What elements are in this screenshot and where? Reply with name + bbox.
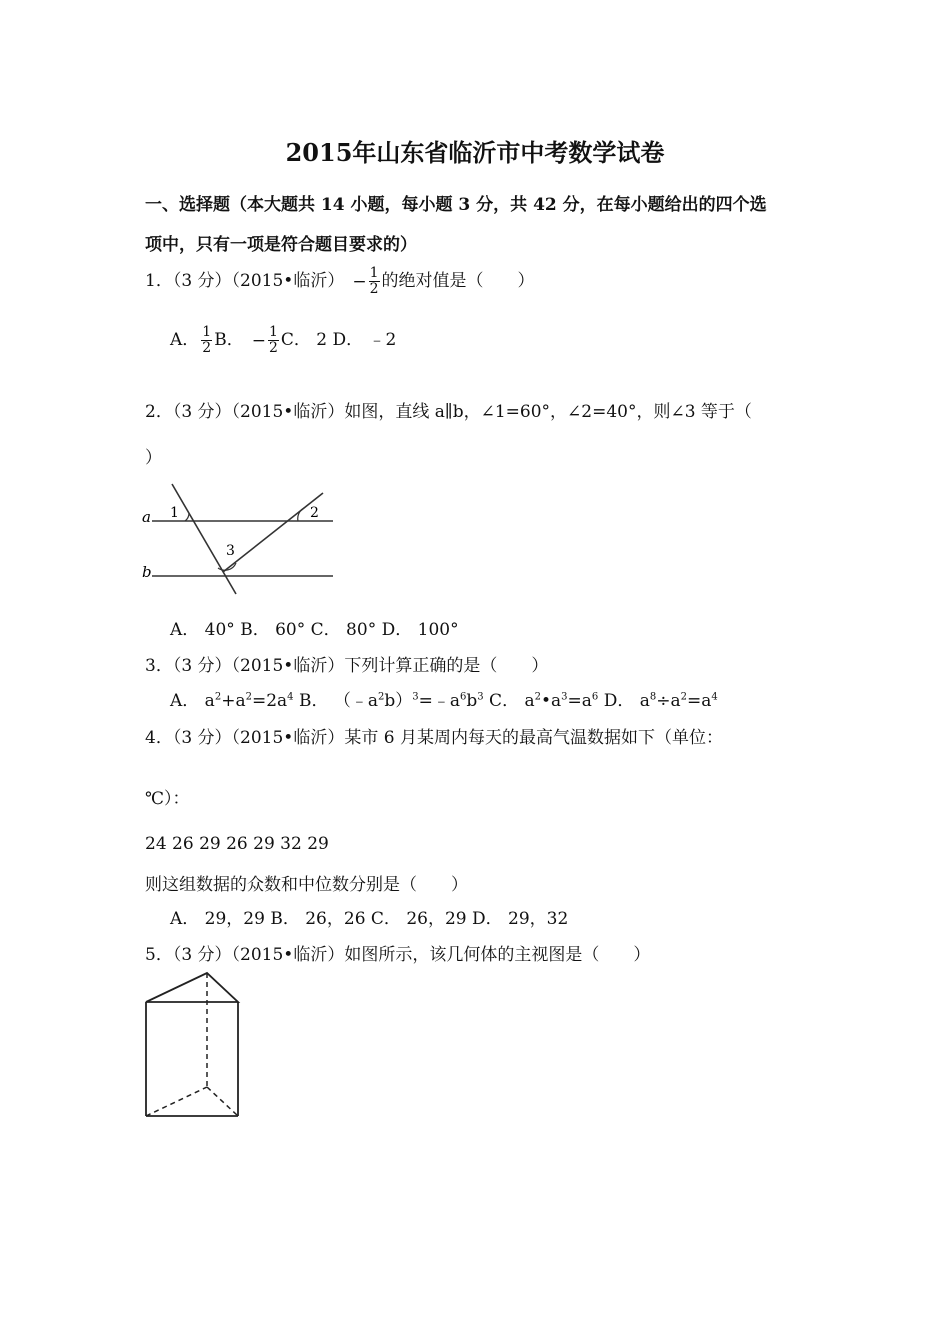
q3-opt-a-eq: =2a bbox=[251, 691, 288, 711]
q3-opt-c: C． a bbox=[483, 691, 535, 711]
q1-prefix: 1．（3 分）（2015•临沂） bbox=[145, 271, 345, 291]
q4-options: A． 29，29 B． 26，26 C． 26，29 D． 29，32 bbox=[170, 909, 569, 929]
fig-label-1: 1 bbox=[170, 505, 179, 521]
q3-opt-a-exp3: 4 bbox=[287, 691, 294, 703]
q1-opt-b-den: 2 bbox=[268, 340, 278, 356]
fig-label-3: 3 bbox=[226, 543, 235, 559]
q3-opt-b-eq: =﹣a bbox=[418, 691, 461, 711]
page-title: 2015年山东省临沂市中考数学试卷 bbox=[285, 138, 665, 167]
q1-option-b-minus: − bbox=[251, 330, 266, 351]
q3-opt-b-mid: b） bbox=[384, 691, 413, 711]
angle-1-arc bbox=[185, 513, 189, 521]
section-heading-line1: 一、选择题（本大题共 14 小题，每小题 3 分，共 42 分，在每小题给出的四个选 bbox=[145, 195, 767, 215]
q1-frac-den: 2 bbox=[369, 281, 379, 297]
q4-temperature-data: 24 26 29 26 29 32 29 bbox=[145, 834, 329, 854]
question-4-line2: ℃）： bbox=[145, 789, 190, 809]
fig-label-b: b bbox=[142, 563, 152, 581]
question-1 bbox=[145, 266, 535, 297]
question-2-line2: ） bbox=[145, 448, 162, 468]
prism-hidden-left-base-edge bbox=[146, 1087, 207, 1116]
q1-suffix: 的绝对值是（ ） bbox=[381, 271, 535, 291]
q2-options: A． 40° B． 60° C． 80° D． 100° bbox=[170, 620, 459, 640]
q3-opt-b-exp2: 3 bbox=[412, 691, 419, 703]
q1-options-rest: C． 2 D． ﹣2 bbox=[280, 330, 397, 350]
q1-minus: − bbox=[352, 271, 367, 292]
question-2-line1: 2．（3 分）（2015•临沂）如图，直线 a∥b，∠1=60°，∠2=40°，则∠3 等于（ bbox=[145, 402, 752, 422]
question-4-line1: 4．（3 分）（2015•临沂）某市 6 月某周内每天的最高气温数据如下（单位： bbox=[145, 728, 723, 748]
q3-opt-c-exp1: 2 bbox=[534, 691, 541, 703]
q1-opt-a-num: 1 bbox=[202, 324, 212, 340]
parallel-lines-figure bbox=[140, 480, 340, 600]
q3-opt-d-exp1: 8 bbox=[649, 691, 657, 703]
q3-opt-c-exp3: 6 bbox=[591, 691, 599, 703]
q3-opt-d-exp3: 4 bbox=[711, 691, 718, 703]
q3-opt-b-exp1: 2 bbox=[377, 691, 385, 703]
q3-opt-b-exp3: 6 bbox=[460, 691, 467, 703]
q3-opt-c-mid: •a bbox=[540, 691, 562, 711]
transversal-2 bbox=[223, 493, 323, 572]
prism-hidden-right-base-edge bbox=[207, 1087, 238, 1116]
q3-opt-a-mid: +a bbox=[221, 691, 246, 711]
q1-opt-b-num: 1 bbox=[268, 324, 278, 340]
q1-option-a-fraction bbox=[201, 325, 212, 356]
question-4-line3: 则这组数据的众数和中位数分别是（ ） bbox=[145, 875, 468, 895]
fig-label-2: 2 bbox=[310, 505, 319, 521]
q3-opt-b-b: b bbox=[466, 691, 478, 711]
transversal-1 bbox=[172, 484, 236, 594]
triangular-prism-figure bbox=[140, 968, 245, 1123]
angle-2-arc bbox=[298, 508, 304, 521]
q3-opt-d-mid: ÷a bbox=[656, 691, 681, 711]
q1-option-b-label: B． bbox=[214, 330, 244, 350]
q1-frac-num: 1 bbox=[369, 265, 379, 281]
section-heading-line2: 项中，只有一项是符合题目要求的） bbox=[145, 235, 417, 255]
q1-options bbox=[170, 325, 396, 356]
q3-opt-a-exp2: 2 bbox=[245, 691, 252, 703]
q3-opt-d: D． a bbox=[598, 691, 650, 711]
q3-opt-d-exp2: 2 bbox=[680, 691, 688, 703]
q3-opt-c-eq: =a bbox=[567, 691, 592, 711]
fig-label-a: a bbox=[142, 508, 151, 526]
q3-opt-c-exp2: 3 bbox=[561, 691, 568, 703]
q3-opt-a-exp1: 2 bbox=[214, 691, 222, 703]
question-3: 3．（3 分）（2015•临沂）下列计算正确的是（ ） bbox=[145, 656, 549, 676]
q1-fraction bbox=[369, 266, 380, 297]
question-5: 5．（3 分）（2015•临沂）如图所示，该几何体的主视图是（ ） bbox=[145, 945, 651, 965]
q1-option-b-fraction bbox=[268, 325, 279, 356]
q1-opt-a-den: 2 bbox=[202, 340, 212, 356]
q3-opt-d-eq: =a bbox=[687, 691, 712, 711]
q3-opt-b-exp4: 3 bbox=[477, 691, 484, 703]
prism-top-face bbox=[146, 973, 238, 1002]
q1-option-a-label: A． bbox=[170, 330, 200, 350]
q3-options bbox=[170, 686, 718, 711]
q3-opt-b: B． （﹣a bbox=[293, 691, 378, 711]
q3-opt-a: A． a bbox=[170, 691, 215, 711]
